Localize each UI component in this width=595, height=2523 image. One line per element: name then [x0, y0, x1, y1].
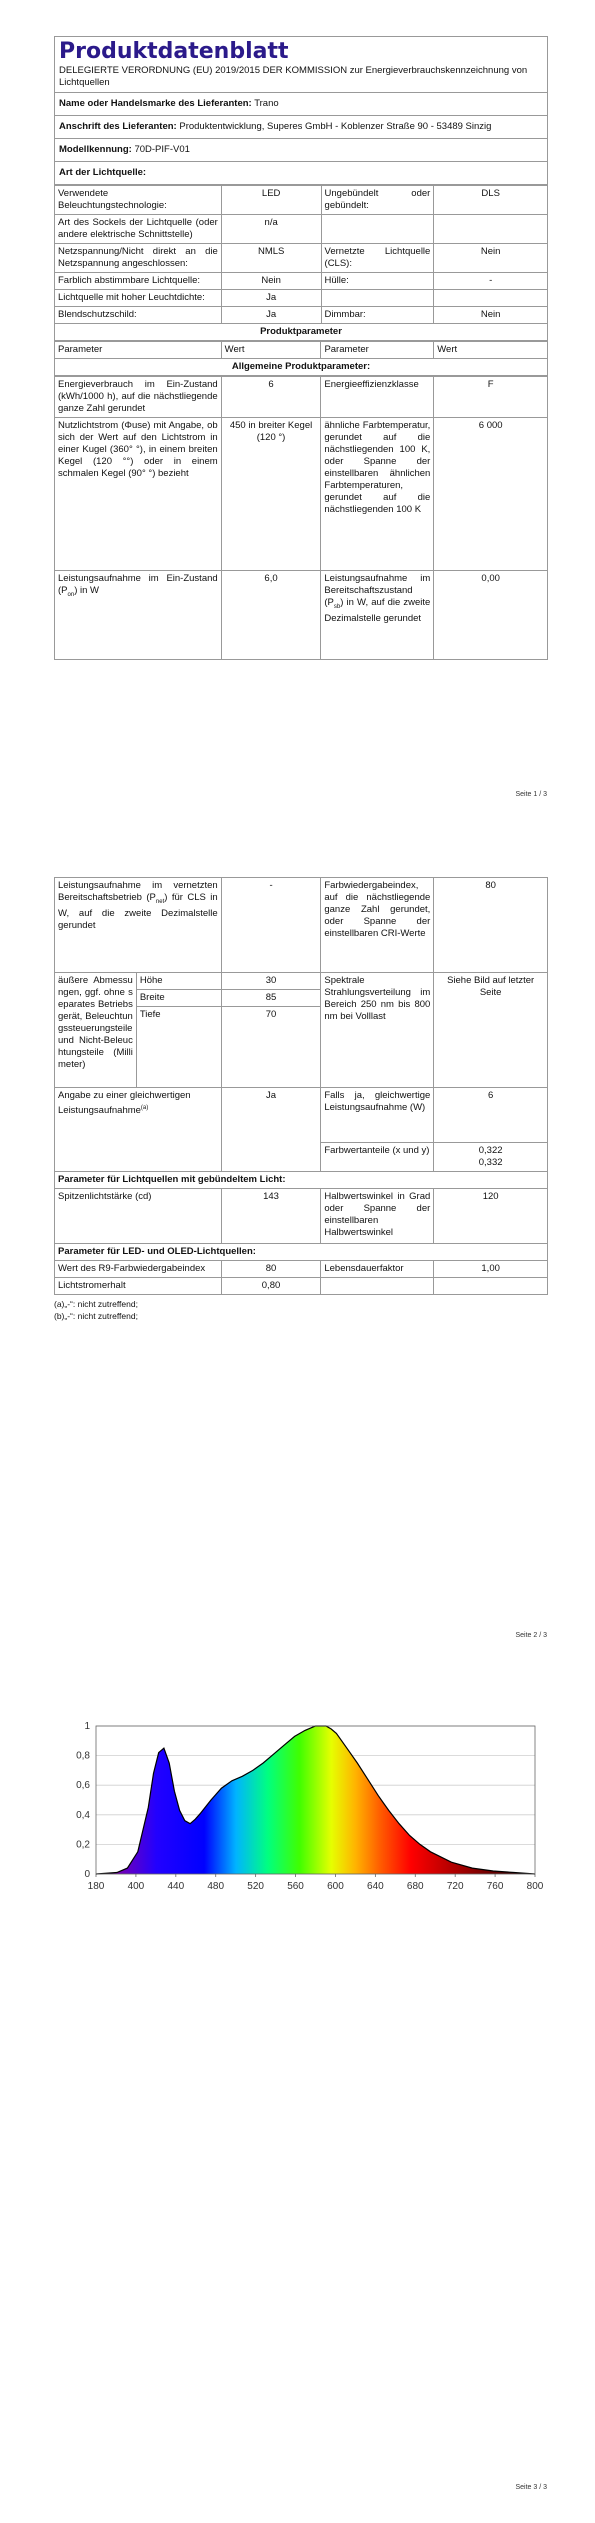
supplier-address-label: Anschrift des Lieferanten: [59, 121, 177, 132]
supplier-address-value: Produktentwicklung, Superes GmbH - Koblenzer Straße 90 - 53489 Sinzig [179, 121, 492, 132]
peak-intensity-label: Spitzenlichtstärke (cd) [55, 1189, 222, 1244]
type-label-2: Hülle: [321, 273, 434, 290]
x-tick-label: 800 [526, 1881, 544, 1892]
chart-y-axis [76, 1721, 90, 1880]
col-header-value-1: Wert [221, 342, 321, 359]
y-tick-label: 1 [84, 1721, 90, 1732]
led-parameters-heading: Parameter für LED- und OLED-Lichtquellen: [55, 1244, 548, 1261]
col-header-param-2: Parameter [321, 342, 434, 359]
dimensions-label: äußere Abmessungen, ggf. ohne separates Betriebsgerät, Beleuchtungssteuerungsteile und Nicht-Beleuchtungsteile (Millimeter) [55, 973, 137, 1088]
type-value-2 [434, 215, 548, 244]
type-row [55, 215, 548, 244]
width-value: 85 [221, 990, 321, 1007]
type-label-2 [321, 215, 434, 244]
x-tick-label: 440 [167, 1881, 185, 1892]
cct-label: ähnliche Farbtemperatur, gerundet auf die nächstliegenden 100 K, oder Spanne der einstellbaren ähnlichen Farbtemperaturen, gerundet auf die nächstliegenden 100 K [321, 418, 434, 571]
chromaticity-y: 0,332 [478, 1157, 503, 1168]
datasheet-page-2 [54, 877, 548, 1322]
networked-standby-value: - [221, 878, 321, 973]
spectral-distribution-label: Spektrale Strahlungsverteilung im Bereich 250 nm bis 800 nm bei Volllast [321, 973, 434, 1088]
equivalent-power-value: Ja [221, 1088, 321, 1172]
x-tick-label: 180 [87, 1881, 105, 1892]
beam-angle-label: Halbwertswinkel in Grad oder Spanne der einstellbaren Halbwertswinkel [321, 1189, 434, 1244]
type-label-2: Vernetzte Lichtquelle (CLS): [321, 244, 434, 273]
supplier-name-value: Trano [254, 98, 279, 109]
regulation-text: DELEGIERTE VERORDNUNG (EU) 2019/2015 DER KOMMISSION zur Energieverbrauchskennzeichnung von Lichtquellen [59, 65, 528, 88]
page-number: Seite 2 / 3 [515, 1632, 547, 1639]
standby-power-value: 0,00 [434, 571, 548, 660]
type-value-2 [434, 290, 548, 307]
type-value: NMLS [221, 244, 321, 273]
x-tick-label: 520 [247, 1881, 264, 1892]
survival-factor-value: 1,00 [434, 1261, 548, 1278]
spectrum-area [96, 1726, 535, 1874]
type-value-2: Nein [434, 307, 548, 324]
type-value-2: Nein [434, 244, 548, 273]
type-label-2: Ungebündelt oder gebündelt: [321, 186, 434, 215]
lumen-maintenance-value: 0,80 [221, 1278, 321, 1295]
spectral-distribution-chart [50, 1718, 550, 1898]
product-parameters-heading: Produktparameter [54, 324, 548, 341]
type-label: Lichtquelle mit hoher Leuchtdichte: [55, 290, 222, 307]
depth-value: 70 [221, 1007, 321, 1088]
survival-factor-label: Lebensdauerfaktor [321, 1261, 434, 1278]
model-label: Modellkennung: [59, 144, 132, 155]
footnote-b: (b)„-“: nicht zutreffend; [54, 1311, 138, 1321]
y-tick-label: 0,6 [76, 1780, 90, 1792]
supplier-name-row [54, 93, 548, 116]
empty-cell [434, 1278, 548, 1295]
type-row [55, 307, 548, 324]
page-number: Seite 3 / 3 [515, 2484, 547, 2491]
col-header-value-2: Wert [434, 342, 548, 359]
on-mode-power-value: 6,0 [221, 571, 321, 660]
width-label: Breite [136, 990, 221, 1007]
x-tick-label: 600 [327, 1881, 344, 1892]
x-tick-label: 400 [127, 1881, 145, 1892]
chart-x-axis [88, 1874, 544, 1892]
equivalent-power-watt-label: Falls ja, gleichwertige Leistungsaufnahme (W) [321, 1088, 434, 1143]
luminous-flux-label: Nutzlichtstrom (Φuse) mit Angabe, ob sich der Wert auf den Lichtstrom in einer Kugel (360° °), in einem breiten Kegel (120 °°) oder in einem schmalen Kegel (90° °) bezieht [55, 418, 222, 571]
x-tick-label: 560 [287, 1881, 304, 1892]
chromaticity-values [434, 1143, 548, 1172]
cri-value: 80 [434, 878, 548, 973]
type-value-2: - [434, 273, 548, 290]
energy-consumption-value: 6 [221, 377, 321, 418]
type-label: Farblich abstimmbare Lichtquelle: [55, 273, 222, 290]
y-tick-label: 0 [84, 1869, 90, 1880]
lumen-maintenance-label: Lichtstromerhalt [55, 1278, 222, 1295]
type-row [55, 290, 548, 307]
y-tick-label: 0,8 [76, 1750, 90, 1762]
type-value: Ja [221, 290, 321, 307]
height-label: Höhe [136, 973, 221, 990]
type-label-2 [321, 290, 434, 307]
spectral-distribution-value: Siehe Bild auf letzter Seite [434, 973, 548, 1088]
height-value: 30 [221, 973, 321, 990]
footnote-a: (a)„-“: nicht zutreffend; [54, 1299, 138, 1309]
general-parameters-table [54, 376, 548, 660]
cri-label: Farbwiedergabeindex, auf die nächstliegende ganze Zahl gerundet, oder Spanne der einstellbaren CRI-Werte [321, 878, 434, 973]
type-row [55, 186, 548, 215]
type-value: LED [221, 186, 321, 215]
supplier-name-label: Name oder Handelsmarke des Lieferanten: [59, 98, 252, 109]
parameter-column-headers [54, 341, 548, 359]
page-number: Seite 1 / 3 [515, 791, 547, 798]
equivalent-power-label: Angabe zu einer gleichwertigen Leistungsaufnahme$^{(a)}$ [55, 1088, 222, 1172]
chromaticity-x: 0,322 [478, 1145, 503, 1156]
energy-class-value: F [434, 377, 548, 418]
x-tick-label: 720 [446, 1881, 464, 1892]
peak-intensity-value: 143 [221, 1189, 321, 1244]
type-value: Ja [221, 307, 321, 324]
light-source-type-table [54, 185, 548, 324]
x-tick-label: 680 [406, 1881, 424, 1892]
general-parameters-heading: Allgemeine Produktparameter: [54, 359, 548, 376]
x-tick-label: 760 [486, 1881, 504, 1892]
energy-consumption-label: Energieverbrauch im Ein-Zustand (kWh/1000 h), auf die nächstliegende ganze Zahl gerundet [55, 377, 222, 418]
energy-class-label: Energieeffizienzklasse [321, 377, 434, 418]
type-row [55, 244, 548, 273]
equivalent-power-watt-value: 6 [434, 1088, 548, 1143]
type-row [55, 273, 548, 290]
type-label: Netzspannung/Nicht direkt an die Netzspannung angeschlossen: [55, 244, 222, 273]
r9-label: Wert des R9-Farbwiedergabeindex [55, 1261, 222, 1278]
directional-parameters-heading: Parameter für Lichtquellen mit gebündeltem Licht: [55, 1172, 548, 1189]
page2-parameters-table [54, 877, 548, 1295]
type-label: Blendschutzschild: [55, 307, 222, 324]
model-row [54, 139, 548, 162]
y-tick-label: 0,4 [76, 1809, 90, 1821]
supplier-address-row [54, 116, 548, 139]
r9-value: 80 [221, 1261, 321, 1278]
empty-cell [321, 1278, 434, 1295]
type-label: Verwendete Beleuchtungstechnologie: [55, 186, 222, 215]
type-label-2: Dimmbar: [321, 307, 434, 324]
model-value: 70D-PIF-V01 [134, 144, 190, 155]
type-value-2: DLS [434, 186, 548, 215]
col-header-param-1: Parameter [55, 342, 222, 359]
depth-label: Tiefe [136, 1007, 221, 1088]
y-tick-label: 0,2 [76, 1839, 90, 1851]
networked-standby-label: Leistungsaufnahme im vernetzten Bereitschaftsbetrieb $(P_{net})$ für CLS in W, auf die zweite Dezimalstelle gerundet [55, 878, 222, 973]
cct-value: 6 000 [434, 418, 548, 571]
luminous-flux-value: 450 in breiter Kegel (120 °) [221, 418, 321, 571]
datasheet-page-1 [54, 36, 548, 660]
type-value: Nein [221, 273, 321, 290]
on-mode-power-label: Leistungsaufnahme im Ein-Zustand $(P_{on})$ in W [55, 571, 222, 660]
beam-angle-value: 120 [434, 1189, 548, 1244]
page-title: Produktdatenblatt [59, 39, 289, 64]
chromaticity-label: Farbwertanteile (x und y) [321, 1143, 434, 1172]
light-source-type-heading: Art der Lichtquelle: [54, 162, 548, 185]
type-value: n/a [221, 215, 321, 244]
type-label: Art des Sockels der Lichtquelle (oder andere elektrische Schnittstelle) [55, 215, 222, 244]
standby-power-label: Leistungsaufnahme im Bereitschaftszustand $(P_{sb})$ in W, auf die zweite Dezimalstelle gerundet [321, 571, 434, 660]
x-tick-label: 640 [367, 1881, 384, 1892]
x-tick-label: 480 [207, 1881, 225, 1892]
